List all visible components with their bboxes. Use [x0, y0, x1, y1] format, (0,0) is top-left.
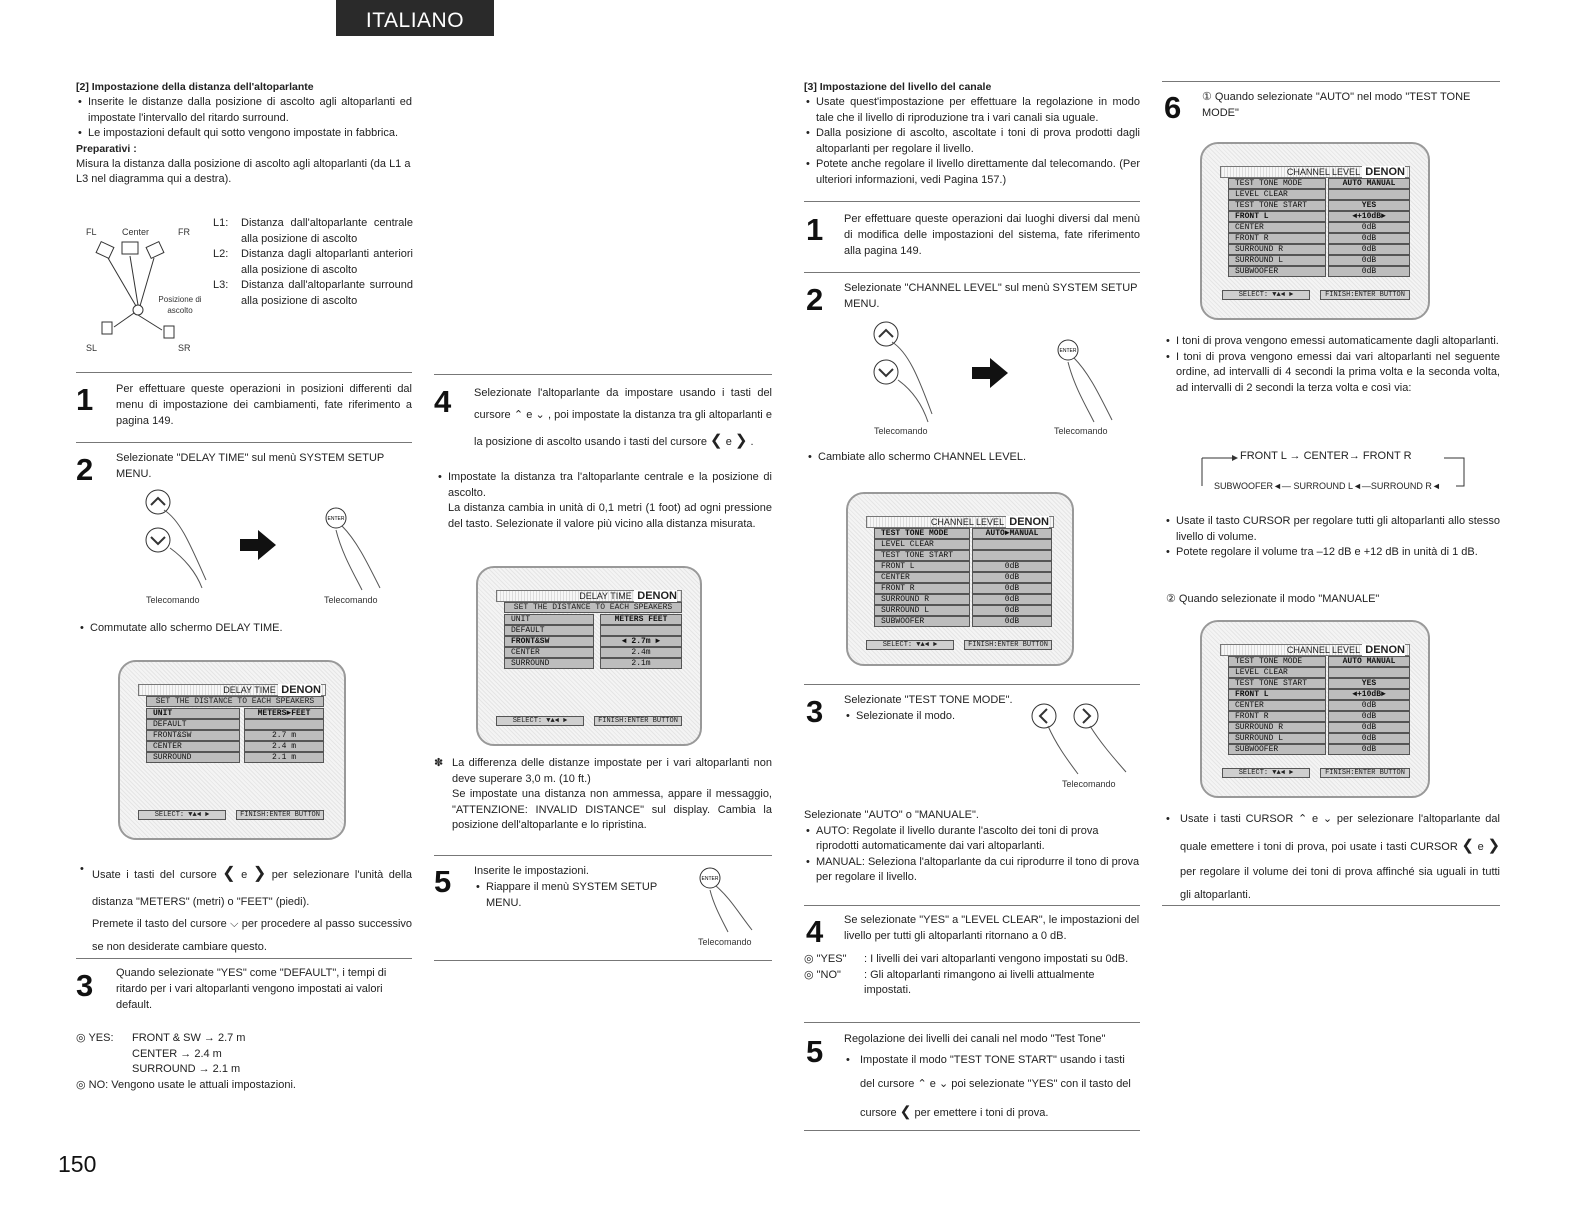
cursor-text: Premete il tasto del cursore: [92, 918, 227, 931]
chevron-down-icon: ⌵: [230, 918, 239, 931]
step-number: 2: [76, 452, 94, 487]
remote-label: Telecomando: [698, 937, 752, 947]
osd-row-value: 0dB: [972, 594, 1052, 605]
section-title: [3] Impostazione del livello del canale: [804, 81, 992, 93]
level-clear-options: [804, 952, 1140, 999]
order-surround-l: SURROUND L: [1293, 481, 1353, 491]
osd-select: SELECT: ▼▲◄ ►: [866, 640, 954, 650]
order-text: FRONT L → CENTER→ FRONT R: [1240, 450, 1412, 462]
divider: [434, 960, 772, 961]
osd-row-value: AUTO MANUAL: [1328, 178, 1410, 189]
divider: [804, 201, 1140, 202]
osd-brand: DENON: [1006, 516, 1049, 528]
svg-text:ENTER: ENTER: [327, 516, 345, 522]
osd-title: CHANNEL LEVEL: [1286, 167, 1360, 177]
osd-select: SELECT: ▼▲◄ ►: [496, 716, 584, 726]
osd-row-value: METERS FEET: [600, 614, 682, 625]
osd-select: SELECT: ▼▲◄ ►: [1222, 290, 1310, 300]
divider: [1162, 905, 1500, 906]
osd-row-key: UNIT: [504, 614, 594, 625]
osd-row-value: 0dB: [1328, 255, 1410, 266]
chevron-right-icon: ❯: [252, 865, 267, 882]
cursor-text: Usate i tasti del cursore: [92, 869, 217, 881]
label-listening-position: Posizione di ascolto: [158, 295, 202, 316]
label-center: Center: [122, 227, 150, 237]
step-text: Selezionate "CHANNEL LEVEL" sul menù SYSTEM SETUP MENU.: [844, 282, 1138, 310]
osd-finish: FINISH:ENTER BUTTON: [964, 640, 1052, 650]
divider: [804, 684, 1140, 685]
text: per emettere i toni di prova.: [914, 1107, 1049, 1120]
cursor-text: per selezionare l'unità della distanza "METERS" (metri) o "FEET" (piedi).: [92, 869, 413, 908]
arrow-right-icon: [240, 530, 276, 560]
osd-row-value: AUTO►MANUAL: [972, 528, 1052, 539]
chevron-up-icon: ⌃: [513, 409, 524, 421]
osd-channel-level-manual: [1200, 620, 1430, 798]
osd-title: CHANNEL LEVEL: [930, 517, 1004, 527]
no-label: ◎ NO: Vengono usate le attuali impostazioni.: [76, 1078, 296, 1091]
osd-row-key: TEST TONE MODE: [1228, 656, 1326, 667]
osd-row-value: 0dB: [972, 583, 1052, 594]
text: La distanza cambia in unità di 0,1 metri (1 foot) ad ogni pressione del tasto. Selezionate il valore più vicino alla distanza misurata.: [448, 502, 772, 530]
osd-row-value: 2.1 m: [244, 752, 324, 763]
cursor-instructions: [78, 858, 412, 958]
text: poi selezionate "YES" con il tasto del cursore: [860, 1078, 1131, 1120]
list-item: • Selezionate il modo.: [844, 709, 1020, 725]
osd-row-value: ◄ 2.7m ►: [600, 636, 682, 647]
step4-text: Selezionate l'altoparlante da impostare usando i tasti del cursore ⌃ e ⌄ , poi impostate la distanza tra gli altoparlanti e la posizione di ascolto usando i tasti del cursore ❮ e ❯ .: [474, 387, 772, 449]
osd-row-key: SURROUND L: [1228, 255, 1326, 266]
label-fl: FL: [86, 227, 97, 237]
text: per selezionare l'altoparlante dal quale emettere i toni di prova, poi usate i tasti CURSOR: [1180, 813, 1500, 853]
osd-row-key: FRONT&SW: [504, 636, 594, 647]
osd-row-value: 0dB: [1328, 244, 1410, 255]
col2-bullet: [436, 470, 772, 532]
note-text: La differenza delle distanze impostate per i vari altoparlanti non deve superare 3,0 m. (10 ft.): [452, 757, 772, 785]
chevron-right-icon: ❯: [1487, 836, 1501, 854]
osd-row-key: SURROUND L: [1228, 733, 1326, 744]
osd-row-value: 2.1m: [600, 658, 682, 669]
divider: [804, 272, 1140, 273]
divider: [76, 442, 412, 443]
osd-row-key: SURROUND L: [874, 605, 970, 616]
osd-row-key: SURROUND R: [874, 594, 970, 605]
list-item: • Potete regolare il volume tra –12 dB e +12 dB in unità di 1 dB.: [1164, 545, 1500, 561]
osd-finish: FINISH:ENTER BUTTON: [1320, 290, 1410, 300]
osd-row-value: 2.4m: [600, 647, 682, 658]
label-fr: FR: [178, 227, 190, 237]
page-number: 150: [58, 1151, 97, 1177]
remote-enter-icon: [696, 864, 762, 934]
chevron-up-icon: ⌃: [917, 1078, 927, 1091]
osd-select: SELECT: ▼▲◄ ►: [138, 810, 226, 820]
osd-delay-time: [118, 660, 346, 840]
osd-row-value: 0dB: [1328, 722, 1410, 733]
chevron-up-icon: ⌃: [1298, 813, 1308, 825]
osd-row-value: METERS►FEET: [244, 708, 324, 719]
note-star: ✽: [434, 757, 444, 769]
osd-row-key: CENTER: [146, 741, 240, 752]
osd-row-value: YES: [1328, 678, 1410, 689]
osd-row-key: FRONT L: [1228, 211, 1326, 222]
osd-header: [1220, 166, 1410, 178]
svg-text:ENTER: ENTER: [701, 876, 719, 882]
order-front-l: FRONT L: [1240, 450, 1287, 462]
osd-row-key: CENTER: [1228, 222, 1326, 233]
svg-text:ENTER: ENTER: [1059, 348, 1077, 354]
text: e: [929, 1078, 936, 1091]
bullet: •: [80, 863, 84, 875]
list-item: [436, 470, 772, 532]
test-tone-order: [1198, 444, 1478, 496]
step-number: 6: [1164, 90, 1182, 125]
step-text: Selezionate "DELAY TIME" sul menù SYSTEM SETUP MENU.: [116, 452, 385, 480]
list-item: • Cambiate allo schermo CHANNEL LEVEL.: [806, 450, 1140, 466]
bullet: •: [1166, 813, 1170, 825]
section-title: [2] Impostazione della distanza dell'altoparlante: [76, 81, 314, 93]
chevron-right-icon: ❯: [734, 432, 748, 449]
osd-row-value: 0dB: [1328, 266, 1410, 277]
osd-row-value: 0dB: [972, 616, 1052, 627]
legend-key: L1:: [213, 217, 229, 229]
osd-heading: SET THE DISTANCE TO EACH SPEAKERS: [146, 696, 324, 707]
step-number: 5: [806, 1034, 824, 1069]
divider: [804, 1022, 1140, 1023]
osd-row-value: [1328, 667, 1410, 678]
osd-row-key: FRONT R: [1228, 233, 1326, 244]
osd-row-key: TEST TONE START: [874, 550, 970, 561]
order-center: CENTER: [1303, 450, 1349, 462]
distance-note: [434, 756, 772, 834]
col1-intro: [76, 80, 412, 188]
speaker-layout-icon: [82, 222, 210, 360]
col1-bullet: [78, 621, 412, 637]
mode-select-text: Selezionate "AUTO" o "MANUALE".: [804, 809, 979, 821]
default-front: FRONT & SW → 2.7 m: [132, 1032, 246, 1044]
osd-row-value: 0dB: [1328, 744, 1410, 755]
osd-brand: DENON: [278, 684, 321, 696]
legend-key: L2:: [213, 248, 229, 261]
osd-row-key: UNIT: [146, 708, 240, 719]
option-value: : Gli altoparlanti rimangono ai livelli attualmente impostati.: [864, 968, 1095, 997]
default-values: [76, 1031, 412, 1093]
divider: [804, 1130, 1140, 1131]
chevron-down-icon: ⌄: [938, 1078, 949, 1091]
option-key: ◎ "NO": [804, 968, 841, 981]
osd-row-value: 0dB: [972, 561, 1052, 572]
text: Regolazione dei livelli dei canali nel modo "Test Tone": [844, 1033, 1106, 1045]
list-item: • I toni di prova vengono emessi automaticamente dagli altoparlanti.: [1164, 334, 1500, 350]
osd-row-value: 0dB: [1328, 711, 1410, 722]
text: Inserite le impostazioni.: [474, 865, 589, 877]
text: Selezionate l'altoparlante da impostare usando i tasti del: [474, 387, 772, 399]
remote-label: Telecomando: [874, 426, 928, 436]
osd-row-key: FRONT R: [1228, 711, 1326, 722]
osd-row-key: SUBWOOFER: [1228, 266, 1326, 277]
mode-options: [804, 808, 1140, 886]
remote-cursor-icon: [140, 484, 220, 594]
step-text: Per effettuare queste operazioni dai luoghi diversi dal menù di modifica delle impostazioni del sistema, fate riferimento alla pagina 149.: [844, 213, 1140, 257]
osd-row-key: DEFAULT: [504, 625, 594, 636]
text: e: [1477, 840, 1484, 853]
remote-label: Telecomando: [1062, 779, 1116, 789]
text: cursore: [474, 409, 511, 421]
legend-text: Distanza dall'altoparlante centrale alla posizione di ascolto: [241, 217, 413, 245]
osd-heading: SET THE DISTANCE TO EACH SPEAKERS: [504, 602, 682, 613]
osd-row-value: 0dB: [1328, 222, 1410, 233]
osd-row-value: 0dB: [972, 572, 1052, 583]
osd-header: [866, 516, 1054, 528]
osd-row-key: SURROUND: [504, 658, 594, 669]
osd-row-key: FRONT R: [874, 583, 970, 594]
osd-row-value: [972, 550, 1052, 561]
list-item: • Le impostazioni default qui sotto vengono impostate in fabbrica.: [76, 126, 412, 142]
chevron-left-icon: ❮: [222, 865, 236, 882]
osd-title: DELAY TIME: [223, 685, 276, 695]
yes-label: ◎ YES:: [76, 1032, 114, 1044]
osd-header: [496, 590, 682, 602]
osd-row-key: LEVEL CLEAR: [1228, 667, 1326, 678]
distance-legend: [213, 216, 413, 310]
osd-row-value: [244, 719, 324, 730]
step-number: 1: [806, 212, 824, 247]
col3-bullet: [806, 450, 1140, 466]
default-center: CENTER → 2.4 m: [132, 1047, 222, 1060]
osd-row-value: 0dB: [1328, 733, 1410, 744]
cursor-text: e: [241, 869, 248, 881]
prep-text: Misura la distanza dalla posizione di ascolto agli altoparlanti (da L1 a L3 nel diagramma qui a destra).: [76, 157, 411, 186]
label-sl: SL: [86, 343, 98, 353]
col3-intro: [804, 80, 1140, 189]
osd-select: SELECT: ▼▲◄ ►: [1222, 768, 1310, 778]
step-text: ① Quando selezionate "AUTO" nel modo "TEST TONE MODE": [1202, 91, 1471, 119]
label-sr: SR: [178, 343, 191, 353]
step5-text: [474, 864, 674, 912]
bullet: •: [846, 1053, 850, 1066]
default-surround: SURROUND → 2.1 m: [132, 1063, 241, 1076]
divider: [434, 374, 772, 375]
list-item: • MANUAL: Seleziona l'altoparlante da cui riprodurre il tono di prova per regolare il livello.: [804, 855, 1140, 886]
osd-finish: FINISH:ENTER BUTTON: [594, 716, 682, 726]
osd-row-value: [600, 625, 682, 636]
col4-bullets-2: [1164, 514, 1500, 561]
osd-row-value: ◄+10dB►: [1328, 211, 1410, 222]
osd-row-key: SUBWOOFER: [1228, 744, 1326, 755]
osd-row-key: SURROUND R: [1228, 722, 1326, 733]
step-number: 4: [434, 384, 452, 419]
step-number: 2: [806, 282, 824, 317]
osd-row-value: 0dB: [1328, 233, 1410, 244]
option-value: : I livelli dei vari altoparlanti vengono impostati su 0dB.: [864, 953, 1129, 965]
order-surround-r: SURROUND R: [1370, 481, 1432, 491]
osd-row-value: 0dB: [972, 605, 1052, 616]
osd-row-key: CENTER: [504, 647, 594, 658]
osd-row-value: ◄+10dB►: [1328, 689, 1410, 700]
col4-bullets: [1164, 334, 1500, 396]
step-text: Quando selezionate "YES" come "DEFAULT", i tempi di ritardo per i vari altoparlanti vengono impostati ai valori default.: [116, 967, 387, 1011]
osd-row-key: DEFAULT: [146, 719, 240, 730]
list-item: • AUTO: Regolate il livello durante l'ascolto dei toni di prova riprodotti automaticamente dai vari altoparlanti.: [804, 824, 1140, 855]
chevron-left-icon: ❮: [710, 432, 723, 449]
list-item: • Riappare il menù SYSTEM SETUP MENU.: [474, 880, 674, 912]
order-text: SUBWOOFER◄— SURROUND L◄—SURROUND R◄: [1214, 481, 1441, 491]
chevron-down-icon: ⌄: [535, 409, 545, 421]
osd-header: [138, 684, 326, 696]
chevron-left-icon: ❮: [1461, 836, 1475, 854]
list-item: • Usate il tasto CURSOR per regolare tutti gli altoparlanti allo stesso livello di volume.: [1164, 514, 1500, 545]
list-item: • Commutate allo schermo DELAY TIME.: [78, 621, 412, 637]
arrow-right-icon: [972, 358, 1008, 388]
osd-row-value: AUTO MANUAL: [1328, 656, 1410, 667]
step-text: Se selezionate "YES" a "LEVEL CLEAR", le impostazioni del livello per tutti gli altoparlanti ritornano a 0 dB.: [844, 914, 1140, 942]
manual-instructions: [1164, 808, 1500, 906]
osd-row-key: LEVEL CLEAR: [874, 539, 970, 550]
osd-header: [1220, 644, 1410, 656]
osd-brand: DENON: [1362, 644, 1405, 656]
step-number: 4: [806, 914, 824, 949]
step-number: 3: [76, 968, 94, 1003]
cursor-text: per procedere al passo successivo se non desiderate cambiare questo.: [92, 918, 413, 953]
remote-label: Telecomando: [146, 595, 200, 605]
osd-row-key: CENTER: [1228, 700, 1326, 711]
list-item: • I toni di prova vengono emessi dai vari altoparlanti nel seguente ordine, ad intervalli di 4 secondi la prima volta e la seconda volta, ad intervalli di 2 secondi la terza volta e così via:: [1164, 350, 1500, 397]
manual-title: ② Quando selezionate il modo "MANUALE": [1166, 593, 1380, 605]
divider: [434, 855, 772, 856]
osd-row-key: SURROUND: [146, 752, 240, 763]
osd-row-key: TEST TONE START: [1228, 678, 1326, 689]
osd-row-value: 2.7 m: [244, 730, 324, 741]
list-item: • Inserite le distanze dalla posizione di ascolto agli altoparlanti ed impostate l'intervallo del ritardo surround.: [76, 95, 412, 126]
divider: [76, 958, 412, 959]
text: e: [526, 409, 533, 421]
order-front-r: FRONT R: [1362, 450, 1412, 462]
osd-title: CHANNEL LEVEL: [1286, 645, 1360, 655]
step5-text: [844, 1032, 1140, 1127]
legend-text: Distanza dagli altoparlanti anteriori alla posizione di ascolto: [241, 248, 413, 276]
text: cursore: [670, 436, 707, 448]
step3-text: [844, 693, 1020, 725]
osd-row-value: [972, 539, 1052, 550]
osd-delay-time-2: [476, 566, 702, 746]
osd-row-value: [1328, 189, 1410, 200]
chevron-left-icon: ❮: [899, 1103, 912, 1120]
text: Usate i tasti CURSOR: [1180, 813, 1294, 825]
list-item: • Dalla posizione di ascolto, ascoltate i toni di prova prodotti dagli altoparlanti per regolare il livello.: [804, 126, 1140, 157]
step-number: 3: [806, 694, 824, 729]
text: per regolare il volume dei toni di prova affinché sia uguali in tutti gli altoparlanti.: [1180, 866, 1500, 901]
osd-row-value: YES: [1328, 200, 1410, 211]
text: e: [1312, 813, 1319, 825]
osd-row-key: CENTER: [874, 572, 970, 583]
list-item: • Usate quest'impostazione per effettuare la regolazione in modo tale che il livello di riproduzione tra i vari canali sia uguale.: [804, 95, 1140, 126]
step-text: Per effettuare queste operazioni in posizioni differenti dal menu di impostazione dei cambiamenti, fate riferimento a pagina 149.: [116, 383, 412, 427]
osd-row-key: TEST TONE MODE: [1228, 178, 1326, 189]
osd-row-key: LEVEL CLEAR: [1228, 189, 1326, 200]
osd-finish: FINISH:ENTER BUTTON: [236, 810, 324, 820]
text: Impostate la distanza tra l'altoparlante centrale e la posizione di ascolto.: [448, 471, 772, 499]
osd-channel-level: [846, 492, 1074, 666]
remote-label: Telecomando: [324, 595, 378, 605]
osd-row-value: 2.4 m: [244, 741, 324, 752]
divider: [804, 905, 1140, 906]
osd-title: DELAY TIME: [579, 591, 632, 601]
osd-row-key: FRONT&SW: [146, 730, 240, 741]
speaker-diagram: [82, 222, 210, 360]
legend-text: Distanza dall'altoparlante surround alla posizione di ascolto: [241, 279, 413, 308]
step-number: 5: [434, 864, 452, 899]
osd-row-key: SUBWOOFER: [874, 616, 970, 627]
osd-brand: DENON: [1362, 166, 1405, 178]
chevron-down-icon: ⌄: [1322, 813, 1333, 825]
divider: [76, 372, 412, 373]
osd-row-key: FRONT L: [1228, 689, 1326, 700]
text: , poi impostate la distanza tra gli altoparlanti e la posizione di ascolto usando i tasti del: [474, 409, 772, 448]
osd-row-key: FRONT L: [874, 561, 970, 572]
remote-label: Telecomando: [1054, 426, 1108, 436]
osd-row-key: TEST TONE START: [1228, 200, 1326, 211]
osd-row-key: SURROUND R: [1228, 244, 1326, 255]
osd-row-key: TEST TONE MODE: [874, 528, 970, 539]
osd-channel-level-auto: [1200, 142, 1430, 320]
option-key: ◎ "YES": [804, 953, 847, 965]
language-tab: ITALIANO: [336, 0, 494, 36]
osd-row-value: 0dB: [1328, 700, 1410, 711]
remote-left-right-icon: [1026, 700, 1136, 776]
order-subwoofer: SUBWOOFER: [1214, 481, 1274, 491]
osd-brand: DENON: [634, 590, 677, 602]
text: Selezionate "TEST TONE MODE".: [844, 694, 1013, 706]
prep-title: Preparativi :: [76, 142, 137, 155]
osd-finish: FINISH:ENTER BUTTON: [1320, 768, 1410, 778]
divider: [1162, 81, 1500, 82]
text: e: [725, 436, 732, 448]
remote-enter-icon: [322, 504, 392, 594]
list-item: • Potete anche regolare il livello direttamente dal telecomando. (Per ulteriori informazioni, vedi Pagina 157.): [804, 157, 1140, 188]
legend-key: L3:: [213, 279, 229, 292]
remote-cursor-icon: [870, 318, 950, 428]
remote-enter-icon: [1054, 336, 1124, 426]
note-text: Se impostate una distanza non ammessa, appare il messaggio, "ATTENZIONE: INVALID DISTANCE" sul display. Cambia la posizione dell'altoparlante e lo ripristina.: [452, 788, 772, 832]
step-number: 1: [76, 382, 94, 417]
text: Impostate il modo "TEST TONE START" usando i tasti del cursore: [860, 1053, 1125, 1091]
